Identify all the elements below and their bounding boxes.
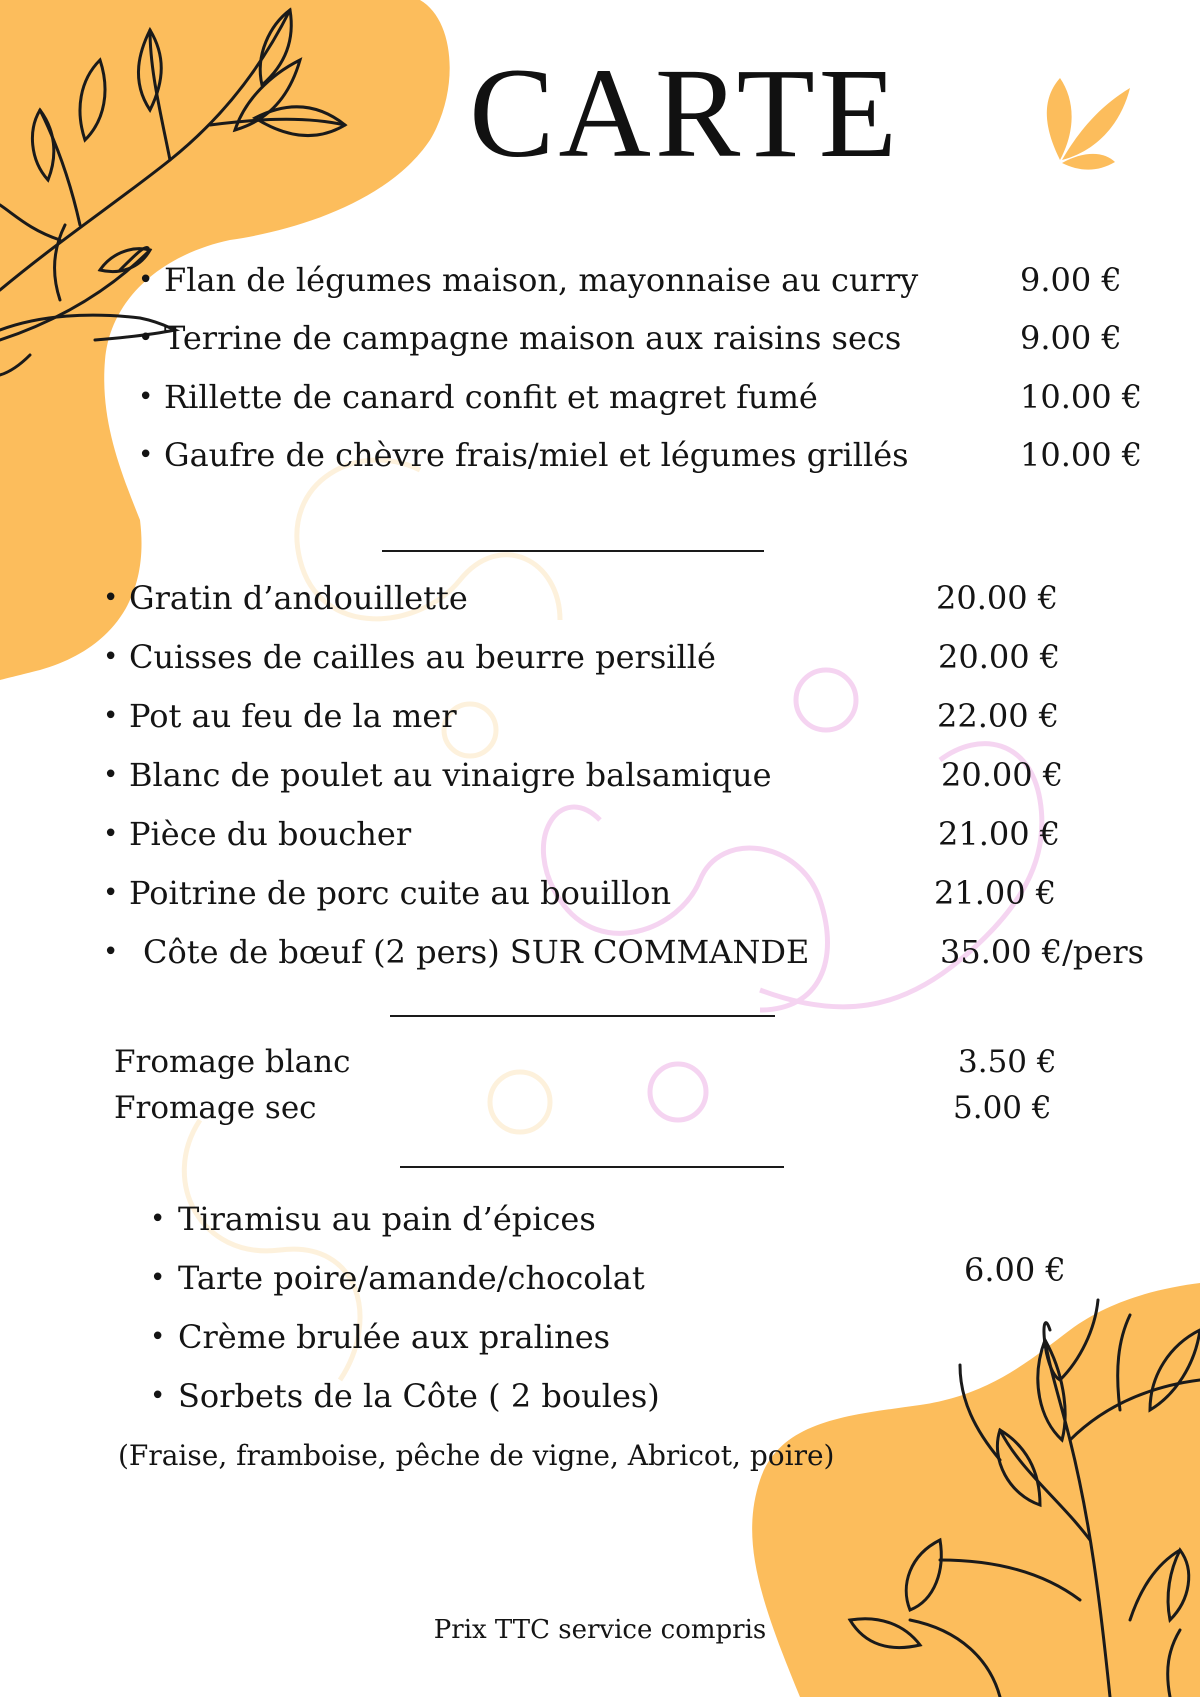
cream-circle-1 <box>490 1072 550 1132</box>
list-item <box>138 314 1138 362</box>
footer-note: Prix TTC service compris <box>433 1615 767 1645</box>
bullet-icon: • <box>138 382 154 412</box>
dish-price: 10.00 € <box>1020 436 1143 474</box>
cheese-price: 3.50 € <box>958 1044 1057 1080</box>
bullet-icon: • <box>103 878 119 908</box>
list-item <box>103 810 1183 858</box>
list-item <box>150 1313 850 1361</box>
cheese-label: Fromage blanc <box>114 1044 351 1080</box>
dish-label: Terrine de campagne maison aux raisins secs <box>164 319 902 357</box>
dessert-price <box>964 1246 1104 1294</box>
bullet-icon: • <box>138 265 154 295</box>
dessert-label: Crème brulée aux pralines <box>178 1318 611 1356</box>
bullet-icon: • <box>150 1204 166 1234</box>
bullet-icon: • <box>138 323 154 353</box>
dessert-price-value: 6.00 € <box>964 1251 1066 1289</box>
leaf-icon <box>1047 78 1130 170</box>
dish-price: 20.00 € <box>941 756 1064 794</box>
dish-label: Gaufre de chèvre frais/miel et légumes grillés <box>164 436 909 474</box>
dish-label: Gratin d’andouillette <box>129 579 468 617</box>
section-divider <box>390 1015 775 1017</box>
pink-circle-2 <box>650 1064 706 1120</box>
dish-price: 22.00 € <box>937 697 1060 735</box>
dish-price: 21.00 € <box>938 815 1061 853</box>
section-divider <box>382 550 764 552</box>
list-item <box>150 1195 850 1243</box>
section-divider <box>400 1166 784 1168</box>
list-item <box>103 633 1183 681</box>
dish-label: Blanc de poulet au vinaigre balsamique <box>129 756 772 794</box>
list-item <box>103 574 1183 622</box>
bullet-icon: • <box>103 583 119 613</box>
dessert-label: Tarte poire/amande/chocolat <box>178 1259 645 1297</box>
dish-price: 9.00 € <box>1020 319 1122 357</box>
cheese-label: Fromage sec <box>114 1090 317 1126</box>
dessert-label: Tiramisu au pain d’épices <box>178 1200 596 1238</box>
list-item <box>138 256 1138 304</box>
list-item <box>103 928 1193 976</box>
dish-label: Flan de légumes maison, mayonnaise au curry <box>164 261 919 299</box>
dish-label: Poitrine de porc cuite au bouillon <box>129 874 672 912</box>
list-item <box>150 1372 850 1420</box>
bullet-icon: • <box>138 440 154 470</box>
bullet-icon: • <box>150 1381 166 1411</box>
bullet-icon: • <box>103 760 119 790</box>
dish-price: 10.00 € <box>1020 378 1143 416</box>
dish-price: 9.00 € <box>1020 261 1122 299</box>
dish-label: Cuisses de cailles au beurre persillé <box>129 638 716 676</box>
dish-label: Côte de bœuf (2 pers) SUR COMMANDE <box>143 933 810 971</box>
bullet-icon: • <box>103 701 119 731</box>
dish-label: Pièce du boucher <box>129 815 412 853</box>
dish-price: 35.00 €/pers <box>940 933 1145 971</box>
page-title: CARTE <box>469 42 901 184</box>
list-item <box>103 751 1183 799</box>
bullet-icon: • <box>103 819 119 849</box>
dish-price: 20.00 € <box>938 638 1061 676</box>
bullet-icon: • <box>150 1322 166 1352</box>
cheese-price: 5.00 € <box>953 1090 1052 1126</box>
sorbet-flavours-note: (Fraise, framboise, pêche de vigne, Abricot, poire) <box>118 1439 835 1472</box>
bullet-icon: • <box>103 937 119 967</box>
bullet-icon: • <box>150 1263 166 1293</box>
dish-price: 21.00 € <box>934 874 1057 912</box>
bullet-icon: • <box>103 642 119 672</box>
list-item <box>138 431 1143 479</box>
dish-price: 20.00 € <box>936 579 1059 617</box>
list-item <box>103 869 1183 917</box>
list-item <box>150 1254 850 1302</box>
dessert-label: Sorbets de la Côte ( 2 boules) <box>178 1377 660 1415</box>
dish-label: Pot au feu de la mer <box>129 697 457 735</box>
list-item <box>138 373 1143 421</box>
list-item <box>103 692 1183 740</box>
dish-label: Rillette de canard confit et magret fumé <box>164 378 818 416</box>
